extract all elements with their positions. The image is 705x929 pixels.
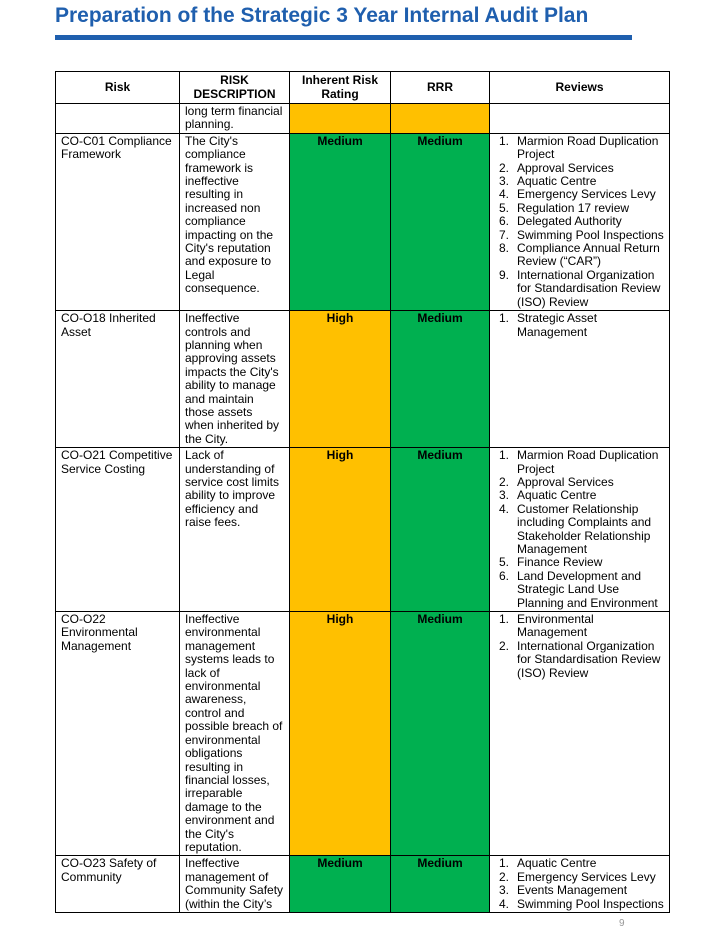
review-item-number: 2. — [499, 474, 510, 489]
review-item — [495, 556, 664, 569]
rrr-cell: Medium — [391, 612, 490, 856]
reviews-cell — [490, 104, 670, 134]
review-item-number: 5. — [499, 555, 510, 570]
review-item-text: Land Development and Strategic Land Use Planning and Environment — [517, 568, 658, 610]
review-item-number: 1. — [499, 311, 510, 326]
review-item — [495, 188, 664, 201]
reviews-list — [495, 857, 664, 911]
audit-plan-table — [55, 71, 670, 913]
rrr-cell — [391, 104, 490, 134]
header-inherent-risk-rating: Inherent Risk Rating — [290, 72, 391, 104]
review-item-text: Marmion Road Duplication Project — [517, 133, 659, 162]
review-item-number: 2. — [499, 160, 510, 175]
header-reviews: Reviews — [490, 72, 670, 104]
inherent-risk-rating-cell: Medium — [290, 133, 391, 310]
review-item-text: Swimming Pool Inspections — [517, 227, 664, 242]
table-row — [56, 311, 670, 448]
review-item-text: International Organization for Standardisation Review (ISO) Review — [517, 267, 661, 309]
header-risk: Risk — [56, 72, 180, 104]
title-underline — [55, 35, 632, 40]
reviews-cell — [490, 612, 670, 856]
rrr-cell: Medium — [391, 311, 490, 448]
risk-cell: CO-C01 Compliance Framework — [56, 133, 180, 310]
inherent-risk-rating-cell — [290, 104, 391, 134]
review-item-text: Environmental Management — [517, 612, 594, 640]
header-rrr: RRR — [391, 72, 490, 104]
rrr-cell: Medium — [391, 133, 490, 310]
page-number: 9 — [619, 918, 625, 929]
review-item — [495, 871, 664, 884]
page-title: Preparation of the Strategic 3 Year Internal Audit Plan — [55, 4, 589, 27]
review-item-text: Marmion Road Duplication Project — [517, 448, 659, 476]
review-item-number: 4. — [499, 501, 510, 516]
table-row — [56, 856, 670, 913]
review-item — [495, 312, 664, 339]
reviews-list — [495, 613, 664, 680]
review-item-number: 2. — [499, 869, 510, 884]
header-risk-description: RISK DESCRIPTION — [180, 72, 290, 104]
review-item — [495, 215, 664, 228]
review-item — [495, 202, 664, 215]
review-item — [495, 884, 664, 897]
reviews-list — [495, 312, 664, 339]
review-item-text: Strategic Asset Management — [517, 311, 598, 339]
risk-description-cell: Ineffective controls and planning when approving assets impacts the City's ability to manage and maintain those assets when inherited by the City. — [180, 311, 290, 448]
review-item — [495, 898, 664, 911]
review-item-number: 1. — [499, 133, 510, 148]
review-item-number: 8. — [499, 241, 510, 256]
review-item-number: 6. — [499, 214, 510, 229]
table-row — [56, 104, 670, 134]
review-item-text: Aquatic Centre — [517, 488, 597, 503]
risk-description-cell: The City's compliance framework is ineffective resulting in increased non compliance impacting on the City's reputation and exposure to Legal consequence. — [180, 133, 290, 310]
review-item-number: 2. — [499, 638, 510, 653]
inherent-risk-rating-cell: Medium — [290, 856, 391, 913]
review-item-text: Aquatic Centre — [517, 856, 597, 871]
inherent-risk-rating-cell: High — [290, 311, 391, 448]
review-item-number: 3. — [499, 883, 510, 898]
review-item-number: 4. — [499, 187, 510, 202]
review-item — [495, 162, 664, 175]
rrr-cell: Medium — [391, 856, 490, 913]
review-item — [495, 269, 664, 309]
review-item-number: 3. — [499, 488, 510, 503]
review-item — [495, 229, 664, 242]
table-body — [56, 104, 670, 913]
review-item-text: Delegated Authority — [517, 214, 622, 229]
review-item — [495, 135, 664, 162]
review-item — [495, 503, 664, 557]
risk-description-cell: Lack of understanding of service cost limits ability to improve efficiency and raise fees. — [180, 448, 290, 612]
review-item — [495, 242, 664, 269]
review-item-number: 4. — [499, 896, 510, 911]
review-item-text: Approval Services — [517, 474, 614, 489]
reviews-cell — [490, 311, 670, 448]
review-item — [495, 570, 664, 610]
review-item-text: Aquatic Centre — [517, 174, 597, 189]
review-item — [495, 489, 664, 502]
review-item-number: 7. — [499, 227, 510, 242]
inherent-risk-rating-cell: High — [290, 448, 391, 612]
risk-cell: CO-O22 Environmental Management — [56, 612, 180, 856]
risk-cell: CO-O18 Inherited Asset — [56, 311, 180, 448]
review-item-text: Customer Relationship including Complaints and Stakeholder Relationship Management — [517, 501, 652, 556]
review-item-text: Emergency Services Levy — [517, 869, 656, 884]
review-item-text: Finance Review — [517, 555, 603, 570]
reviews-cell — [490, 133, 670, 310]
review-item-text: Compliance Annual Return Review (“CAR”) — [517, 241, 660, 269]
reviews-cell — [490, 856, 670, 913]
risk-description-cell: Ineffective management of Community Safety (within the City’s — [180, 856, 290, 913]
review-item — [495, 476, 664, 489]
table-row — [56, 448, 670, 612]
reviews-list — [495, 135, 664, 309]
review-item-number: 5. — [499, 200, 510, 215]
risk-description-cell: long term financial planning. — [180, 104, 290, 134]
review-item-text: International Organization for Standardisation Review (ISO) Review — [517, 638, 661, 680]
review-item — [495, 449, 664, 476]
risk-cell: CO-O23 Safety of Community — [56, 856, 180, 913]
review-item — [495, 857, 664, 870]
review-item-number: 1. — [499, 856, 510, 871]
table-header-row — [56, 72, 670, 104]
review-item-number: 3. — [499, 174, 510, 189]
reviews-list — [495, 449, 664, 610]
review-item-text: Swimming Pool Inspections — [517, 896, 664, 911]
review-item-text: Events Management — [517, 883, 628, 898]
review-item-number: 6. — [499, 568, 510, 583]
review-item-text: Regulation 17 review — [517, 200, 630, 215]
risk-description-cell: Ineffective environmental management systems leads to lack of environmental awareness, control and possible breach of environmental obligations resulting in financial losses, irreparable damage to the environment and the City's reputation. — [180, 612, 290, 856]
reviews-cell — [490, 448, 670, 612]
review-item-text: Emergency Services Levy — [517, 187, 656, 202]
review-item-text: Approval Services — [517, 160, 614, 175]
risk-cell — [56, 104, 180, 134]
risk-cell: CO-O21 Competitive Service Costing — [56, 448, 180, 612]
inherent-risk-rating-cell: High — [290, 612, 391, 856]
review-item-number: 1. — [499, 448, 510, 463]
review-item-number: 9. — [499, 267, 510, 282]
review-item — [495, 613, 664, 640]
table-row — [56, 133, 670, 310]
review-item — [495, 640, 664, 680]
review-item — [495, 175, 664, 188]
review-item-number: 1. — [499, 612, 510, 627]
table-row — [56, 612, 670, 856]
rrr-cell: Medium — [391, 448, 490, 612]
